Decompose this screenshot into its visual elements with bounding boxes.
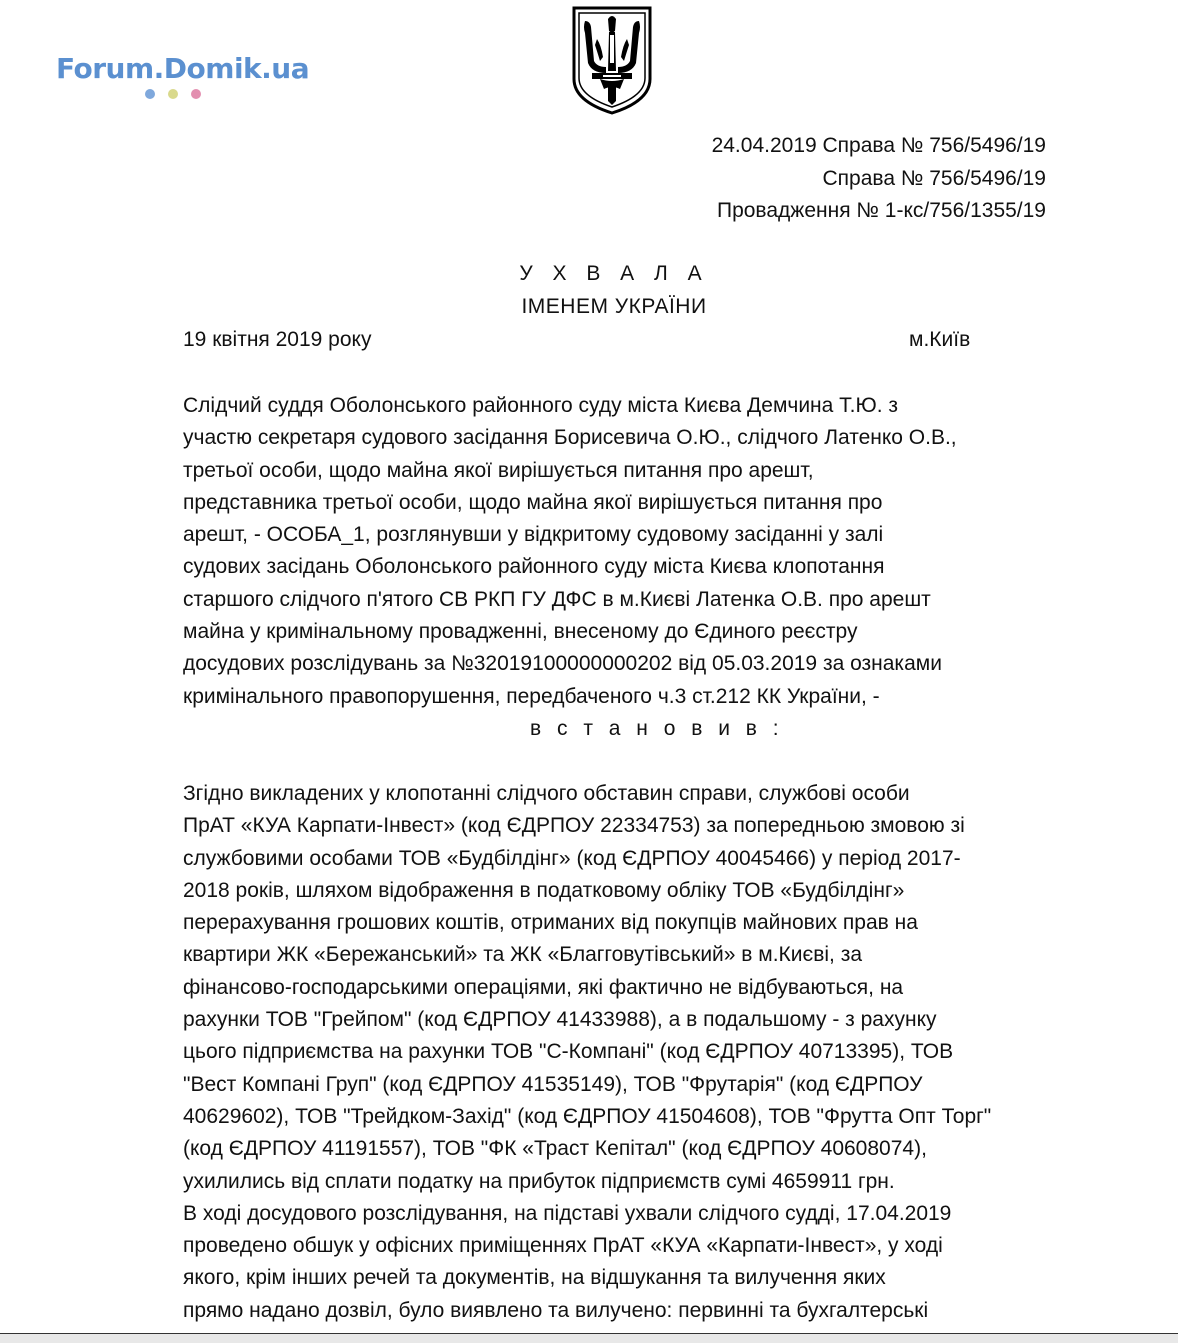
text-line: квартири ЖК «Бережанський» та ЖК «Благговутівський» в м.Києві, за [183, 943, 863, 967]
trident-coat-of-arms-icon [570, 5, 654, 115]
text-line: старшого слідчого п'ятого СВ РКП ГУ ДФС в м.Києві Латенка О.В. про арешт [183, 587, 931, 611]
text-line: службовими особами ТОВ «Будбілдінг» (код ЄДРПОУ 40045466) у період 2017- [183, 846, 961, 870]
text-line: В ході досудового розслідування, на підставі ухвали слідчого судді, 17.04.2019 [183, 1201, 952, 1225]
text-line: судових засідань Оболонського районного суду міста Києва клопотання [183, 555, 885, 579]
text-line: ухилились від сплати податку на прибуток підприємств сумі 4659911 грн. [183, 1169, 895, 1193]
text-line: проведено обшук у офісних приміщеннях ПрАТ «КУА «Карпати-Інвест», у ході [183, 1234, 943, 1258]
facts-paragraph [183, 778, 1063, 1327]
intro-paragraph [183, 390, 1063, 713]
document-date: 19 квітня 2019 року [183, 328, 372, 351]
text-line: прямо надано дозвіл, було виявлено та вилучено: первинні та бухгалтерські [183, 1298, 929, 1322]
text-line: цього підприємства на рахунки ТОВ "С-Компані" (код ЄДРПОУ 40713395), ТОВ [183, 1040, 954, 1064]
text-line: 2018 років, шляхом відображення в податковому обліку ТОВ «Будбілдінг» [183, 878, 905, 902]
document-title: У Х В А Л А [519, 262, 709, 285]
established-heading: в с т а н о в и в : [530, 717, 784, 740]
text-line: Слідчий суддя Оболонського районного суду міста Києва Демчина Т.Ю. з [183, 394, 899, 417]
text-line: арешт, - ОСОБА_1, розглянувши у відкритому судовому засіданні у залі [183, 523, 884, 547]
watermark-dots [145, 89, 309, 99]
case-date-number: 24.04.2019 Справа № 756/5496/19 [711, 134, 1046, 157]
forum-domik-watermark [56, 52, 309, 99]
document-city: м.Київ [909, 328, 971, 351]
text-line: Згідно викладених у клопотанні слідчого обставин справи, службові особи [183, 782, 910, 805]
text-line: кримінального правопорушення, передбаченого ч.3 ст.212 КК України, - [183, 684, 880, 708]
text-line: якого, крім інших речей та документів, на відшукання та вилучення яких [183, 1266, 886, 1290]
proceeding-number: Провадження № 1-кс/756/1355/19 [716, 199, 1046, 222]
text-line: 40629602), ТОВ "Трейдком-Захід" (код ЄДРПОУ 41504608), ТОВ "Фрутта Опт Торг" [183, 1104, 992, 1128]
case-number: Справа № 756/5496/19 [822, 167, 1046, 190]
text-line: представника третьої особи, щодо майна якої вирішується питання про [183, 490, 883, 514]
text-line: участю секретаря судового засідання Борисевича О.Ю., слідчого Латенко О.В., [183, 426, 957, 450]
text-line: перерахування грошових коштів, отриманих від покупців майнових прав на [183, 911, 918, 935]
text-line: ПрАТ «КУА Карпати-Інвест» (код ЄДРПОУ 22334753) за попередньою змовою зі [183, 814, 965, 838]
text-line: досудових розслідувань за №32019100000000202 від 05.03.2019 за ознаками [183, 652, 942, 676]
document-subtitle: ІМЕНЕМ УКРАЇНИ [521, 295, 707, 318]
text-line: третьої особи, щодо майна якої вирішується питання про арешт, [183, 458, 814, 482]
text-line: рахунки ТОВ "Грейпом" (код ЄДРПОУ 41433988), а в подальшому - з рахунку [183, 1008, 937, 1032]
watermark-dot [191, 89, 201, 99]
watermark-text: Forum.Domik.ua [56, 52, 310, 85]
text-line: фінансово-господарськими операціями, які фактично не відбуваються, на [183, 975, 904, 999]
text-line: "Вест Компані Груп" (код ЄДРПОУ 41535149), ТОВ "Фрутарія" (код ЄДРПОУ [183, 1072, 923, 1096]
watermark-dot [145, 89, 155, 99]
text-line: майна у кримінальному провадженні, внесеному до Єдиного реєстру [183, 620, 858, 644]
text-line: (код ЄДРПОУ 41191557), ТОВ "ФК «Траст Кепітал" (код ЄДРПОУ 40608074), [183, 1137, 927, 1161]
watermark-dot [168, 89, 178, 99]
